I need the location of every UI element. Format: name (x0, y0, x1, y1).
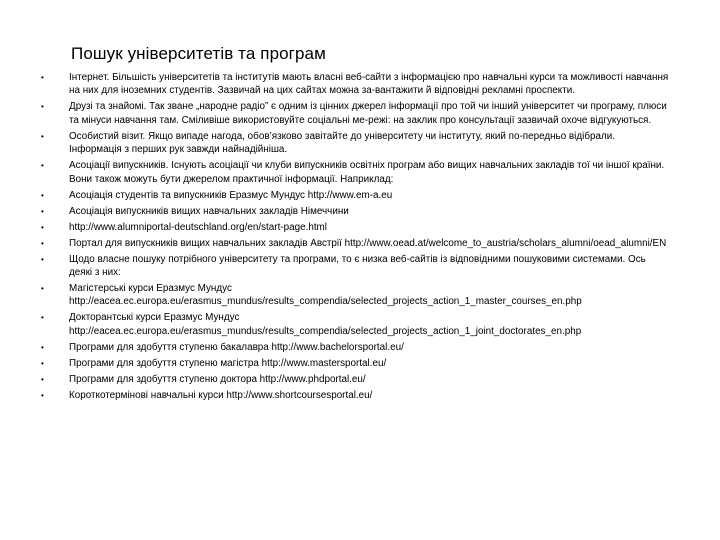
bullet-icon: • (41, 390, 44, 400)
bullet-icon: • (41, 284, 44, 294)
bullet-list (0, 71, 720, 405)
bullet-text-german-alumni: Асоціація випускників вищих навчальних закладів Німеччини (69, 205, 349, 217)
bullet-icon: • (41, 161, 44, 171)
bullet-text-short-courses-portal: Короткотермінові навчальні курси http://www.shortcoursesportal.eu/ (69, 389, 373, 401)
bullet-item (0, 221, 720, 234)
bullet-text-master-courses: Магістерські курси Еразмус Мундус http://eacea.ec.europa.eu/erasmus_mundus/results_compendia/selected_projects_action_1_master_courses_en.php (69, 283, 582, 308)
bullet-item (0, 373, 720, 386)
bullet-icon: • (41, 358, 44, 368)
bullet-icon: • (41, 206, 44, 216)
bullet-item (0, 159, 720, 186)
bullet-item (0, 357, 720, 370)
bullet-text-internet: Інтернет. Більшість університетів та інститутів мають власні веб-сайти з інформацією про навчальні курси та можливості навчання на них для іноземних студентів. Зазвичай на цих сайтах можна за-вантажити й відповідні рекламні проспекти. (69, 72, 669, 97)
bullet-item (0, 237, 720, 250)
bullet-icon: • (41, 254, 44, 264)
slide-title: Пошук університетів та програм (71, 44, 326, 63)
bullet-item (0, 100, 720, 127)
bullet-text-alumni-associations: Асоціації випускників. Існують асоціації чи клуби випускників освітніх програм або вищих навчальних закладів тої чи іншої країни. Вони також можуть бути джерелом практичної інформації. Наприклад: (69, 160, 665, 185)
bullet-item (0, 282, 720, 309)
bullet-icon: • (41, 222, 44, 232)
bullet-item (0, 130, 720, 157)
bullet-item (0, 311, 720, 338)
bullet-item (0, 71, 720, 98)
bullet-text-phd-portal: Програми для здобуття ступеню доктора http://www.phdportal.eu/ (69, 373, 366, 385)
bullet-text-bachelors-portal: Програми для здобуття ступеню бакалавра http://www.bachelorsportal.eu/ (69, 341, 404, 353)
bullet-text-masters-portal: Програми для здобуття ступеню магістра http://www.mastersportal.eu/ (69, 357, 387, 369)
bullet-icon: • (41, 238, 44, 248)
bullet-text-personal-visit: Особистий візит. Якщо випаде нагода, обов’язково завітайте до університету чи інституту, який по-передньо відібрали. Інформація з перших рук завжди найнадійніша. (69, 130, 615, 156)
bullet-text-friends: Друзі та знайомі. Так зване „народне радіо” є одним із цінних джерел інформації про той чи інший університет чи програму, плюси та мінуси навчання там. Сміливіше використовуйте соціальні ме-режі: на заклик про консультації зазвичай охоче відгукуються. (69, 101, 667, 126)
bullet-text-doctoral-courses: Докторантські курси Еразмус Мундус http://eacea.ec.europa.eu/erasmus_mundus/results_compendia/selected_projects_action_1_joint_doctorates_en.php (69, 312, 582, 337)
bullet-icon: • (41, 131, 44, 141)
bullet-text-austria-portal: Портал для випускників вищих навчальних закладів Австрії http://www.oead.at/welcome_to_austria/scholars_alumni/oead_alumni/EN (69, 237, 667, 249)
bullet-icon: • (41, 73, 44, 82)
bullet-text-erasmus-association: Асоціація студентів та випускників Еразмус Мундус http://www.em-a.eu (69, 189, 393, 201)
bullet-icon: • (41, 102, 44, 112)
bullet-text-search-sites: Щодо власне пошуку потрібного університету та програми, то є низка веб-сайтів із відповідними пошуковими системами. Ось деякі з них: (69, 253, 646, 279)
bullet-icon: • (41, 342, 44, 352)
bullet-item (0, 253, 720, 280)
bullet-icon: • (41, 374, 44, 384)
bullet-item (0, 341, 720, 354)
bullet-item (0, 389, 720, 402)
bullet-icon: • (41, 190, 44, 200)
bullet-text-alumniportal-link: http://www.alumniportal-deutschland.org/en/start-page.html (69, 221, 327, 233)
bullet-icon: • (41, 313, 44, 323)
bullet-item (0, 205, 720, 218)
bullet-item (0, 189, 720, 202)
